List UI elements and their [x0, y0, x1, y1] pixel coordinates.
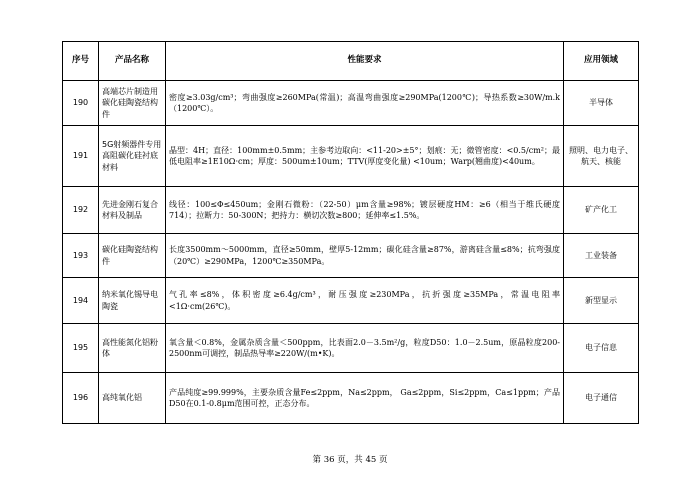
table-row [63, 373, 639, 424]
header-requirements: 性能要求 [166, 42, 564, 81]
row-number: 196 [63, 373, 99, 424]
table-header-row [63, 42, 639, 81]
row-number: 194 [63, 278, 99, 324]
table-row [63, 278, 639, 324]
header-no: 序号 [63, 42, 99, 81]
row-number: 193 [63, 234, 99, 278]
product-name: 高纯氧化铝 [99, 373, 166, 424]
table-row [63, 187, 639, 234]
performance-requirements: 线径：100≤Φ≤450um；金刚石微粉：（22-50）μm含量≥98%；镀层硬度HM：≥6（相当于维氏硬度714）；拉断力：50-300N；把持力：横切次数≥800；延伸率≤1.5%。 [166, 187, 564, 234]
product-name: 先进金刚石复合材料及制品 [99, 187, 166, 234]
performance-requirements: 气孔率≤8%，体积密度≥6.4g/cm³，耐压强度≥230MPa，抗折强度≥35MPa，常温电阻率<1Ω·cm(26℃)。 [166, 278, 564, 324]
performance-requirements: 长度3500mm～5000mm，直径≥50mm，壁厚5-12mm；碳化硅含量≥87%，游离硅含量≤8%；抗弯强度（20℃）≥290MPa，1200℃≥350MPa。 [166, 234, 564, 278]
performance-requirements: 氧含量＜0.8%，金属杂质含量＜500ppm，比表面2.0－3.5m²/g，粒度D50：1.0－2.5um，原晶粒度200-2500nm可调控，制品热导率≥220W/(m•K)。 [166, 324, 564, 373]
table-row [63, 81, 639, 126]
performance-requirements: 晶型：4H；直径：100mm±0.5mm；主参考边取向：<11-20>±5°；划痕：无；微管密度：<0.5/cm²；最低电阻率≥1E10Ω·cm；厚度：500um±10um；TTV(厚度变化量) <10um；Warp(翘曲度)<40um。 [166, 126, 564, 187]
product-name: 碳化硅陶瓷结构件 [99, 234, 166, 278]
page-number-footer: 第 36 页，共 45 页 [312, 455, 388, 465]
header-application: 应用领域 [564, 42, 639, 81]
product-name: 5G射频器件专用高阻碳化硅衬底材料 [99, 126, 166, 187]
header-name: 产品名称 [99, 42, 166, 81]
application-field: 半导体 [564, 81, 639, 126]
row-number: 192 [63, 187, 99, 234]
product-name: 高端芯片制造用碳化硅陶瓷结构件 [99, 81, 166, 126]
row-number: 195 [63, 324, 99, 373]
application-field: 矿产化工 [564, 187, 639, 234]
application-field: 电子通信 [564, 373, 639, 424]
performance-requirements: 密度≥3.03g/cm³；弯曲强度≥260MPa(常温)；高温弯曲强度≥290MPa(1200℃)；导热系数≥30W/m.k（1200℃）。 [166, 81, 564, 126]
application-field: 工业装备 [564, 234, 639, 278]
table-row [63, 234, 639, 278]
application-field: 电子信息 [564, 324, 639, 373]
application-field: 新型显示 [564, 278, 639, 324]
table-row [63, 324, 639, 373]
row-number: 191 [63, 126, 99, 187]
product-name: 纳米氧化锡导电陶瓷 [99, 278, 166, 324]
product-spec-table [62, 41, 639, 424]
table-row [63, 126, 639, 187]
product-name: 高性能氮化铝粉体 [99, 324, 166, 373]
row-number: 190 [63, 81, 99, 126]
performance-requirements: 产品纯度≥99.999%，主要杂质含量Fe≤2ppm，Na≤2ppm， Ga≤2ppm，Si≤2ppm，Ca≤1ppm；产品D50在0.1-0.8μm范围可控，正态分布。 [166, 373, 564, 424]
application-field: 照明、电力电子、航天、核能 [564, 126, 639, 187]
